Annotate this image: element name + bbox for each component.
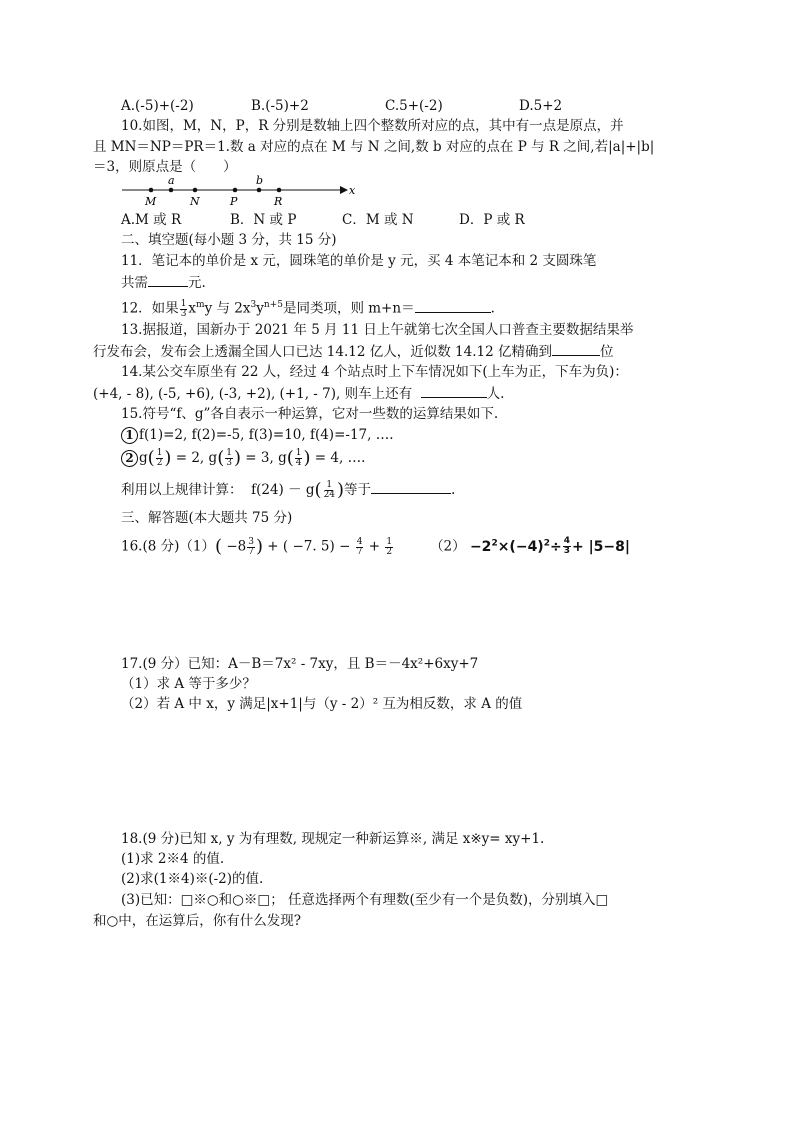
q10-option-c[interactable]: C．M 或 N — [342, 212, 414, 228]
q13-line2 — [93, 341, 613, 362]
q18-line1: 18.(9 分)已知 x, y 为有理数, 现规定一种新运算※, 满足 x※y= xy+1. — [121, 831, 545, 847]
q14-post: 人. — [486, 386, 505, 402]
q11-post: 元. — [188, 275, 206, 291]
frac-den: 7 — [356, 546, 363, 557]
q9-option-a[interactable]: A.(-5)+(-2) — [121, 98, 194, 114]
q16-frac1 — [247, 538, 255, 557]
q10-option-d[interactable]: D．P 或 R — [459, 212, 525, 228]
q15-g1-frac — [156, 449, 164, 468]
point-b — [257, 188, 262, 193]
point-n — [193, 188, 198, 193]
q9-options — [121, 96, 562, 116]
q15-g3-frac — [295, 449, 303, 468]
q13-line1: 13.据报道，国新办于 2021 年 5 月 11 日上午就第七次全国人口普查主要数据结果举 — [121, 322, 634, 338]
q14-pre: (+4, - 8), (-5, +6), (-3, +2), (+1, - 7), 则车上还有 — [93, 386, 413, 402]
frac-den: 2 — [386, 546, 393, 557]
frac-num: 4 — [356, 536, 363, 547]
q15-line1: 15.符号“f、g”各自表示一种运算，它对一些数的运算结果如下. — [121, 406, 499, 422]
q15-answer-blank[interactable] — [371, 479, 451, 494]
q18-line4: (3)已知：□※○和○※□； 任意选择两个有理数(至少有一个是负数)，分别填入□ — [121, 892, 609, 908]
section-solution-heading: 三、解答题(本大题共 75 分) — [121, 510, 293, 526]
q14-line1: 14.某公交车原坐有 22 人，经过 4 个站点时上下车情况如下(上车为正，下车为负)： — [121, 364, 628, 380]
q9-option-b[interactable]: B.(-5)+2 — [251, 98, 309, 114]
axis-label-x: x — [349, 184, 356, 197]
q15-q-post: 等于 — [344, 482, 372, 498]
frac-num: 1 — [226, 448, 232, 458]
frac-num: 4 — [563, 536, 570, 547]
q17-line1: 17.(9 分）已知：A－B＝7x² - 7xy，且 B＝－4x²+6xy+7 — [121, 656, 479, 672]
frac-den: 4 — [295, 458, 302, 468]
q12-sup-n5: n+5 — [263, 300, 283, 310]
q16-line: 16.(8 分)（1）( −8 $\frac{3}{7}$ ) + ( −7. 5) − $\frac{4}{7}$ + $\frac{1}{2}$ $(2) -2^2\times(-4)^2\div$ $\frac{4}{3}$ + |5−8| — [121, 536, 631, 558]
q12-answer-blank[interactable] — [415, 298, 491, 313]
label-m: M — [145, 195, 157, 208]
q14-answer-blank[interactable] — [421, 383, 487, 398]
q16-frac3 — [385, 538, 393, 557]
q16-p2-sup2: 2 — [543, 538, 550, 548]
q16-p2c: ÷ — [549, 538, 562, 555]
q17-line2: （1）求 A 等于多少？ — [121, 676, 256, 692]
q11-pre: 共需 — [121, 275, 148, 291]
q12-end: . — [490, 300, 495, 317]
q16-frac2 — [356, 538, 364, 557]
q12-y: y — [256, 300, 264, 317]
q18-line2: (1)求 2※4 的值. — [121, 851, 225, 867]
label-r: R — [274, 195, 283, 208]
circled-one-icon: 1 — [121, 427, 138, 444]
frac-num: 1 — [156, 448, 163, 458]
q16-p2a: −2 — [469, 538, 492, 555]
q12-pre: 12．如果 — [121, 300, 179, 317]
label-n: N — [190, 195, 200, 208]
frac-num: 1 — [295, 448, 302, 458]
q10-option-a[interactable]: A.M 或 R — [121, 212, 182, 228]
q12-sup-m: m — [196, 300, 205, 310]
q15-rule2: 2 g( $\frac{1}{2}$ ) = 2, g( $\frac{1}{3}$ ) = 3, g( $\frac{1}{4}$ ) = 4, …. — [121, 448, 365, 469]
q13-pre: 行发布会，发布会上透漏全国人口已达 14.12 亿人，近似数 14.12 亿精确到 — [93, 344, 552, 360]
q15-g2-value: = 3, — [240, 450, 279, 466]
q15-q-end: . — [451, 482, 456, 498]
circled-two-icon: 2 — [121, 450, 138, 467]
q10-options — [121, 210, 525, 230]
point-m — [149, 188, 154, 193]
q17-line3: （2）若 A 中 x，y 满足|x+1|与（y - 2）² 互为相反数，求 A 的值 — [121, 696, 523, 712]
q15-g1: g — [139, 450, 148, 466]
section-fill-in-heading: 二、填空题(每小题 3 分，共 15 分) — [121, 232, 337, 248]
q18-line3: (2)求(1※4)※(-2)的值. — [121, 871, 264, 887]
q16-part2-expr — [469, 536, 631, 557]
q15-g2-frac — [225, 449, 233, 468]
q16-part2-label: （2） — [430, 538, 466, 555]
frac-den: 2 — [156, 458, 163, 468]
frac-num: 3 — [248, 536, 254, 547]
q16-p2-sup1: 2 — [491, 538, 498, 548]
q15-q-pre: 利用以上规律计算： — [121, 482, 243, 498]
q15-g2: g — [208, 450, 218, 466]
q13-post: 位 — [599, 344, 614, 360]
label-b: b — [256, 174, 264, 187]
frac-den: 3 — [563, 546, 570, 557]
q16-plus: + — [368, 538, 381, 555]
frac-den: 24 — [323, 490, 336, 500]
q12-mid: y 与 2x — [204, 300, 251, 317]
label-p: P — [230, 195, 238, 208]
point-p — [233, 188, 238, 193]
q16-p1b: + ( −7. 5) − — [267, 538, 351, 555]
q12-sup-3: 3 — [250, 300, 257, 310]
q15-question: 利用以上规律计算： f(24) － g( $\frac{1}{24}$ )等于 . — [121, 479, 456, 501]
point-a — [169, 188, 174, 193]
frac-den: 3 — [226, 458, 232, 468]
q16-p2b: ×(−4) — [497, 538, 544, 555]
frac-den: 7 — [248, 546, 254, 557]
q11-line2 — [121, 272, 206, 293]
q10-line1: 10.如图，M，N，P，R 分别是数轴上四个整数所对应的点，其中有一点是原点，并 — [121, 118, 624, 134]
q9-option-d[interactable]: D.5+2 — [519, 98, 563, 114]
q16-frac4 — [563, 537, 571, 556]
q16-p2d: + |5−8| — [571, 538, 631, 555]
q15-g1-value: = 2, — [171, 450, 209, 466]
q12-frac-num: 1 — [180, 298, 187, 309]
q13-answer-blank[interactable] — [552, 341, 600, 356]
q15-rule1 — [121, 425, 394, 445]
q18-line5: 和○中，在运算后，你有什么发现? — [93, 913, 302, 929]
q16-p1a: −8 — [226, 538, 247, 555]
q10-line3: ＝3，则原点是（ ） — [93, 159, 237, 175]
q10-line2: 且 MN＝NP＝PR＝1.数 a 对应的点在 M 与 N 之间,数 b 对应的点在 P 与 R 之间,若|a|+|b| — [93, 139, 655, 155]
q15-q-frac — [323, 481, 336, 500]
q12-line — [121, 295, 495, 319]
q16-pre: 16.(8 分)（1） — [121, 538, 215, 555]
q15-q-expr: f(24) － g — [251, 482, 315, 498]
number-line-diagram — [118, 174, 358, 210]
q10-option-b[interactable]: B．N 或 P — [230, 212, 297, 228]
point-r — [277, 188, 282, 193]
q15-g3-value: = 4, …. — [310, 450, 366, 466]
frac-num: 1 — [386, 536, 393, 547]
q11-line1: 11．笔记本的单价是 x 元，圆珠笔的单价是 y 元，买 4 本笔记本和 2 支圆珠笔 — [121, 253, 597, 269]
arrow-head-icon — [340, 186, 348, 194]
q14-line2 — [93, 383, 504, 404]
q12-post: 是同类项，则 m+n＝ — [282, 300, 415, 317]
frac-num: 1 — [326, 480, 333, 490]
q9-option-c[interactable]: C.5+(-2) — [385, 98, 443, 114]
q12-fraction — [180, 300, 188, 319]
q15-f-values: f(1)=2, f(2)=-5, f(3)=10, f(4)=-17, …. — [139, 427, 394, 443]
q12-x: x — [188, 300, 197, 317]
q11-answer-blank[interactable] — [148, 272, 188, 287]
label-a: a — [168, 174, 175, 187]
q12-frac-den: 3 — [180, 308, 187, 319]
q15-g3: g — [278, 450, 287, 466]
